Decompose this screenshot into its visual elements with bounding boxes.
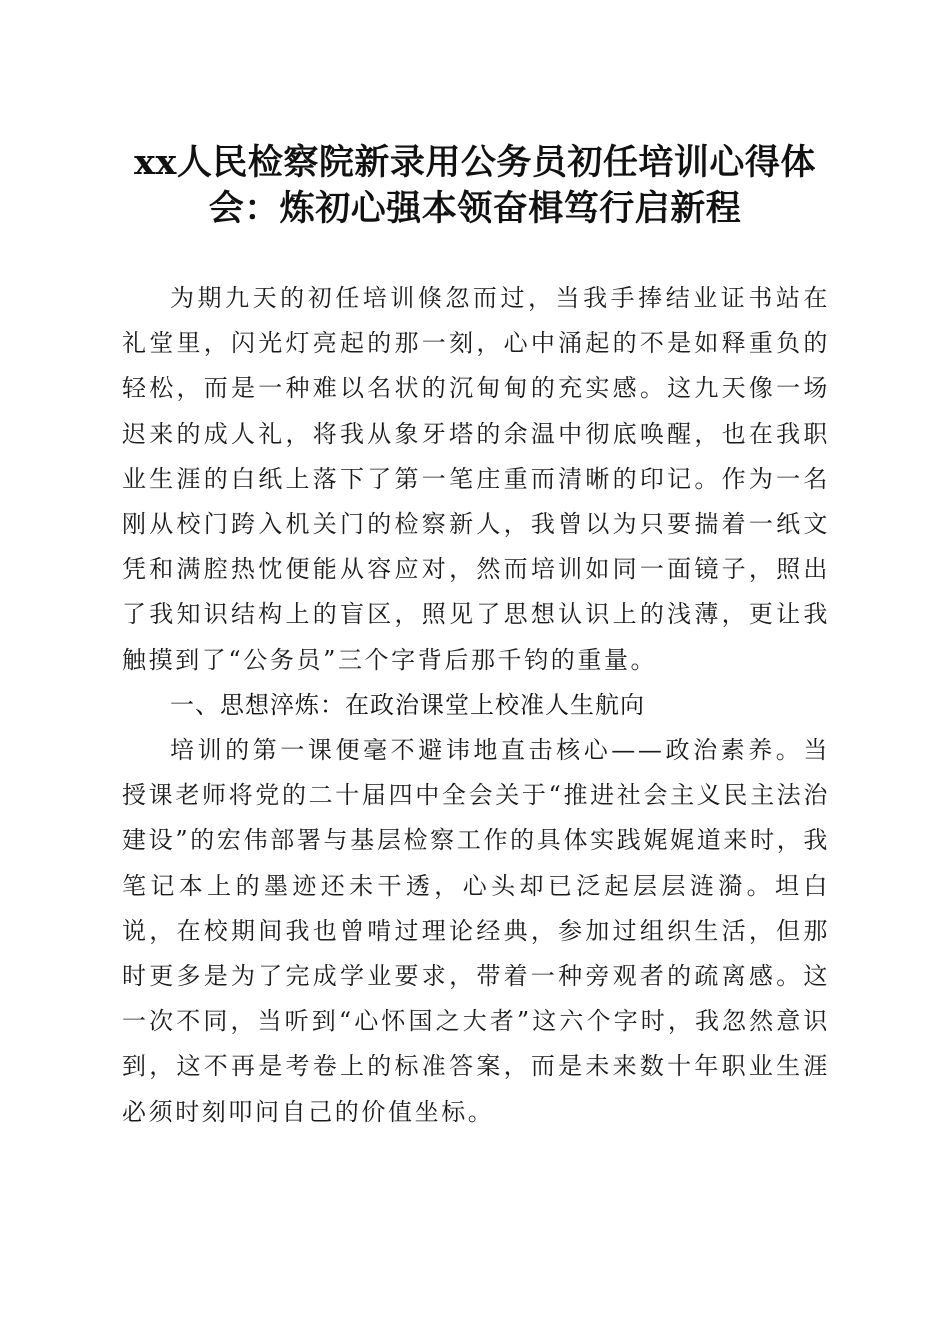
paragraph-section-1: 培训的第一课便毫不避讳地直击核心——政治素养。当授课老师将党的二十届四中全会关于“推进社会主义民主法治建设”的宏伟部署与基层检察工作的具体实践娓娓道来时，我笔记本上的墨迹还未干透，心头却已泛起层层涟漪。坦白说，在校期间我也曾啃过理论经典，参加过组织生活，但那时更多是为了完成学业要求，带着一种旁观者的疏离感。这一次不同，当听到“心怀国之大者”这六个字时，我忽然意识到，这不再是考卷上的标准答案，而是未来数十年职业生涯必须时刻叩问自己的价值坐标。 bbox=[122, 736, 830, 1126]
document-body bbox=[122, 276, 830, 1135]
paragraph-intro: 为期九天的初任培训倏忽而过，当我手捧结业证书站在礼堂里，闪光灯亮起的那一刻，心中涌起的不是如释重负的轻松，而是一种难以名状的沉甸甸的充实感。这九天像一场迟来的成人礼，将我从象牙塔的余温中彻底唤醒，也在我职业生涯的白纸上落下了第一笔庄重而清晰的印记。作为一名刚从校门跨入机关门的检察新人，我曾以为只要揣着一纸文凭和满腔热忱便能从容应对，然而培训如同一面镜子，照出了我知识结构上的盲区，照见了思想认识上的浅薄，更让我触摸到了“公务员”三个字背后那千钧的重量。 bbox=[122, 284, 830, 674]
section-heading-1: 一、思想淬炼：在政治课堂上校准人生航向 bbox=[170, 690, 645, 719]
document-title: xx人民检察院新录用公务员初任培训心得体会：炼初心强本领奋楫笃行启新程 bbox=[134, 142, 816, 229]
